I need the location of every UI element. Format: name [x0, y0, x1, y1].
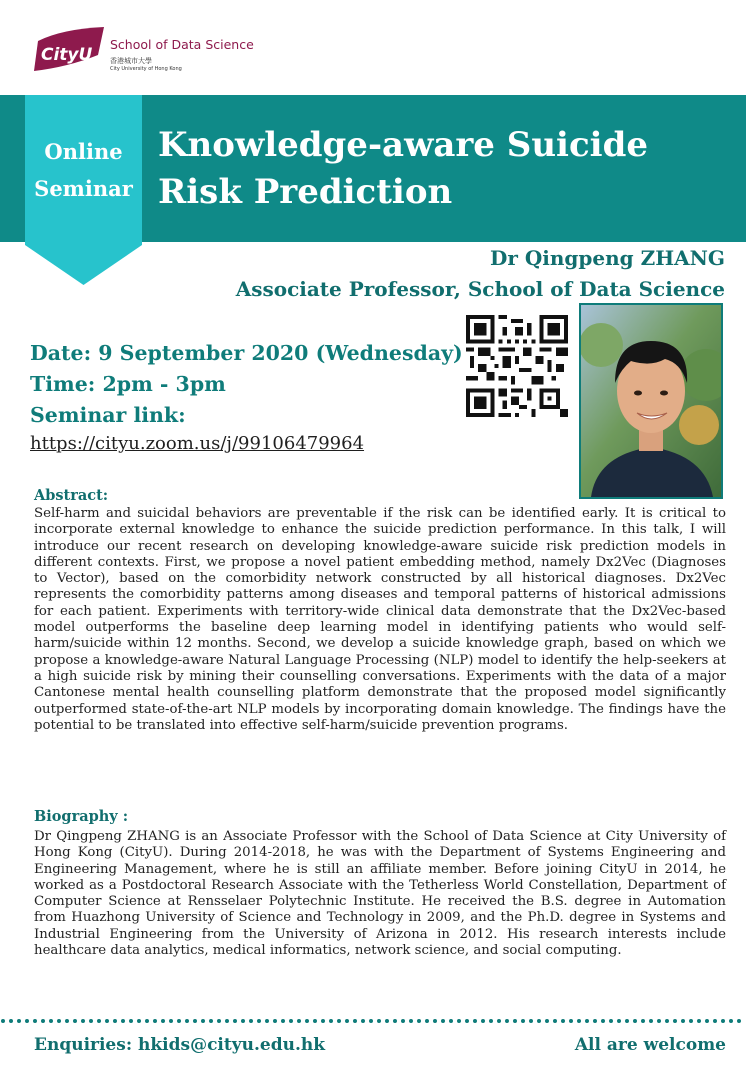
cityu-logo [32, 27, 254, 77]
cityu-logo-mark [32, 27, 106, 73]
title-line-2: Risk Prediction [158, 172, 453, 212]
abstract-text: Self-harm and suicidal behaviors are preventable if the risk can be identified early. It is critical to incorporate external knowledge to enhance the suicide prediction performance. In this talk, I will introduce our recent research on developing knowledge-aware suicide risk prediction models in different contexts. First, we propose a novel patient embedding method, namely Dx2Vec (Diagnoses to Vector), based on the comorbidity network constructed by all historical diagnoses. Dx2Vec represents the comorbidity patterns among diseases and temporal patterns of historical admissions for each patient. Experiments with territory-wide clinical data demonstrate that the Dx2Vec-based model outperforms the baseline deep learning model in identifying patients who would self-harm/suicide within 12 months. Second, we develop a suicide knowledge graph, based on which we propose a knowledge-aware Natural Language Processing (NLP) model to identify the help-seekers at a high suicide risk by mining their counselling conversations. Experiments with the data of a major Cantonese mental health counselling platform demonstrate that the proposed model significantly outperformed state-of-the-art NLP models by incorporating domain knowledge. The findings have the potential to be translated into effective self-harm/suicide prevention programs. [34, 506, 726, 733]
ribbon-label [25, 133, 142, 207]
biography-text: Dr Qingpeng ZHANG is an Associate Professor with the School of Data Science at City University of Hong Kong (CityU). During 2014-2018, he was with the Department of Systems Engineering and Engineering Management, where he is still an affiliate member. Before joining CityU in 2014, he worked as a Postdoctoral Research Associate with the Tetherless World Constellation, Department of Computer Science at Rensselaer Polytechnic Institute. He received the B.S. degree in Automation from Huazhong University of Science and Technology in 2009, and the Ph.D. degree in Systems and Industrial Engineering from the University of Arizona in 2012. His research interests include healthcare data analytics, medical informatics, network science, and social computing. [34, 829, 726, 959]
logo-wordmark: CityU [41, 45, 93, 65]
seminar-title [158, 122, 728, 216]
seminar-link[interactable]: https://cityu.zoom.us/j/99106479964 [30, 433, 365, 454]
speaker-name: Dr Qingpeng ZHANG [490, 246, 725, 270]
event-date: Date: 9 September 2020 (Wednesday) [30, 341, 463, 365]
university-name-en: City University of Hong Kong [110, 66, 182, 72]
speaker-photo [579, 303, 723, 499]
enquiries-contact: Enquiries: hkids@cityu.edu.hk [34, 1035, 326, 1055]
dotted-divider [0, 1018, 746, 1024]
university-name-cn: 香港城市大學 [110, 57, 152, 65]
ribbon-line-online: Online [44, 139, 123, 164]
all-welcome-note: All are welcome [574, 1035, 726, 1055]
speaker-role: Associate Professor, School of Data Science [235, 277, 725, 301]
seminar-link-label: Seminar link: [30, 403, 186, 427]
biography-heading: Biography : [34, 808, 129, 825]
school-name: School of Data Science [110, 37, 254, 52]
abstract-heading: Abstract: [34, 487, 109, 504]
event-time: Time: 2pm - 3pm [30, 372, 226, 396]
title-line-1: Knowledge-aware Suicide [158, 125, 648, 165]
ribbon-line-seminar: Seminar [34, 176, 133, 201]
speaker-portrait-illustration [581, 305, 721, 497]
qr-code[interactable] [466, 315, 568, 417]
